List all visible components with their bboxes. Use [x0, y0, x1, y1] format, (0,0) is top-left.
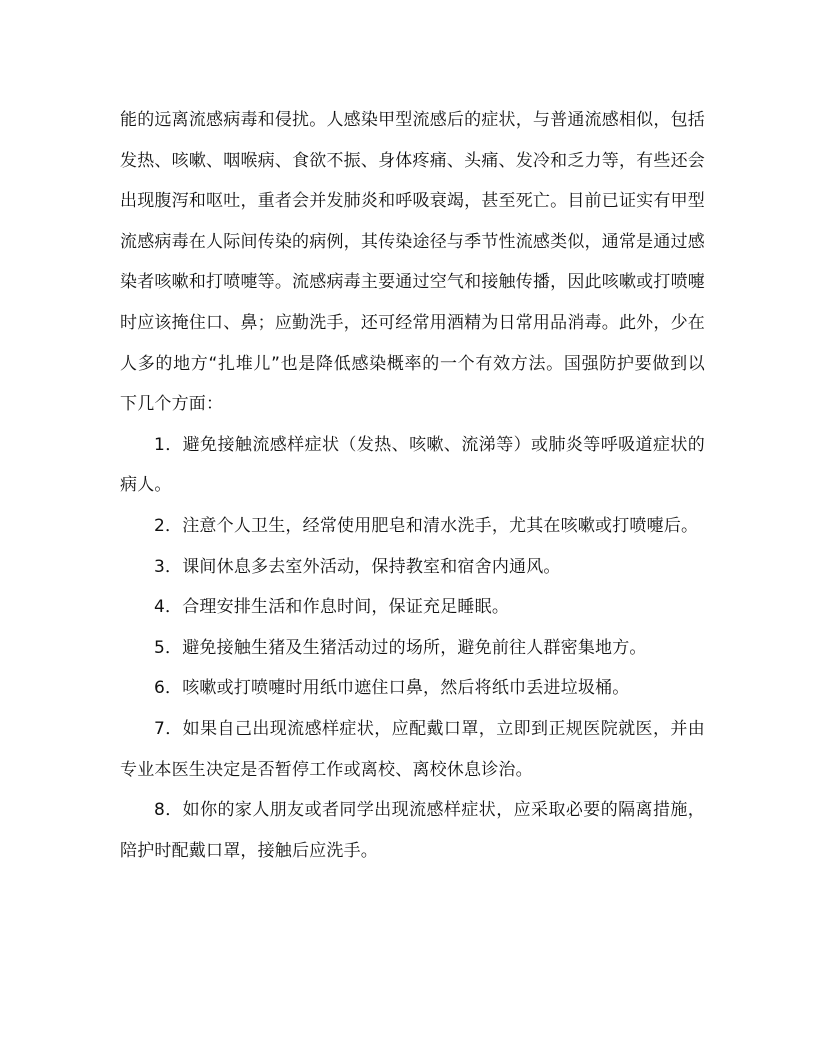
list-item: 6．咳嗽或打喷嚏时用纸巾遮住口鼻，然后将纸巾丢进垃圾桶。 [154, 678, 630, 699]
list-item: 7．如果自己出现流感样症状，应配戴口罩，立即到正规医院就医，并由专业本医生决定是否暂停工作或离校、离校休息诊治。 [120, 718, 705, 780]
list-item: 2．注意个人卫生，经常使用肥皂和清水洗手，尤其在咳嗽或打喷嚏后。 [154, 515, 699, 536]
list-item: 4．合理安排生活和作息时间，保证充足睡眠。 [154, 597, 510, 618]
list-item: 1．避免接触流感样症状（发热、咳嗽、流涕等）或肺炎等呼吸道症状的病人。 [120, 434, 705, 496]
list-item: 5．避免接触生猪及生猪活动过的场所，避免前往人群密集地方。 [154, 637, 647, 658]
document-body [120, 100, 705, 871]
intro-paragraph: 能的远离流感病毒和侵扰。人感染甲型流感后的症状，与普通流感相似，包括发热、咳嗽、咽喉病、食欲不振、身体疼痛、头痛、发冷和乏力等，有些还会出现腹泻和呕吐，重者会并发肺炎和呼吸衰竭，甚至死亡。目前已证实有甲型流感病毒在人际间传染的病例，其传染途径与季节性流感类似，通常是通过感染者咳嗽和打喷嚏等。流感病毒主要通过空气和接触传播，因此咳嗽或打喷嚏时应该掩住口、鼻；应勤洗手，还可经常用酒精为日常用品消毒。此外，少在人多的地方“扎堆儿”也是降低感染概率的一个有效方法。国强防护要做到以下几个方面： [120, 110, 705, 415]
list-item: 8．如你的家人朋友或者同学出现流感样症状，应采取必要的隔离措施，陪护时配戴口罩，接触后应洗手。 [120, 800, 705, 861]
list-item: 3．课间休息多去室外活动，保持教室和宿舍内通风。 [154, 556, 561, 577]
